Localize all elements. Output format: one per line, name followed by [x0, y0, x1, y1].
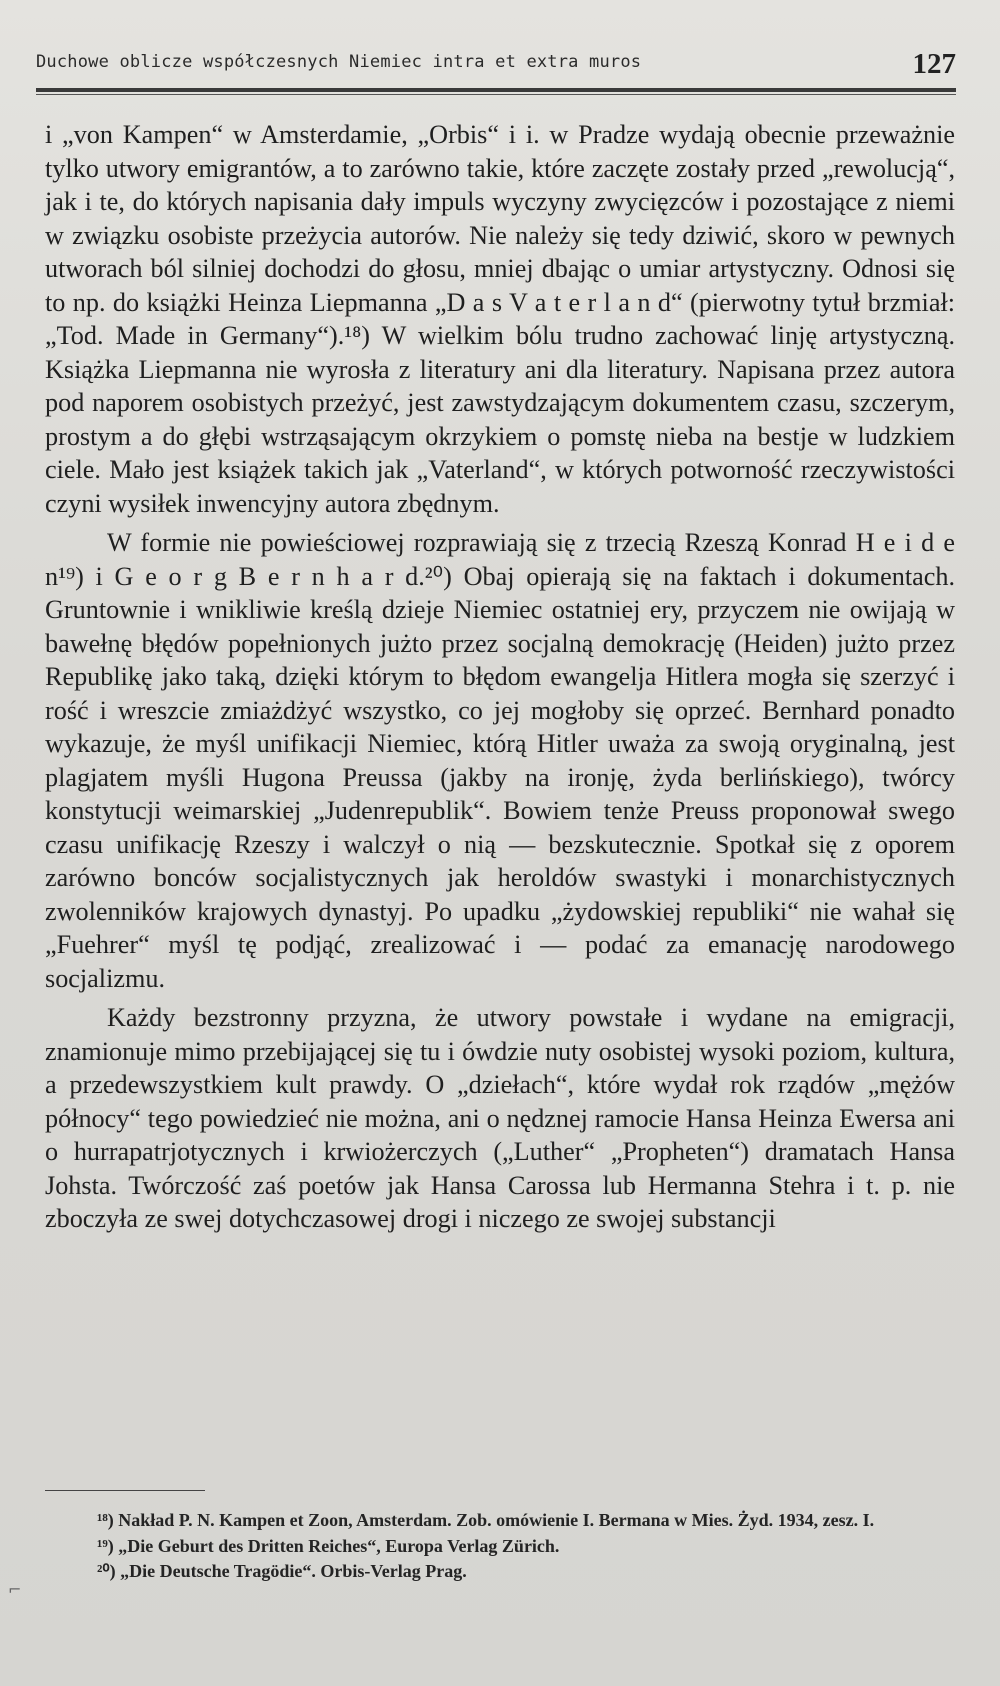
- running-title: Duchowe oblicze współczesnych Niemiec intra et extra muros: [36, 52, 642, 72]
- footnotes: [45, 1508, 955, 1585]
- paragraph-emigration: Każdy bezstronny przyzna, że utwory powstałe i wydane na emigracji, znamionuje mimo przebijającej się tu i ówdzie nuty osobistej wysoki poziom, kultura, a przedewszystkiem kult prawdy. O „dziełach“, które wydał rok rządów „mężów północy“ tego powiedzieć nie można, ani o nędznej ramocie Hansa Heinza Ewersa ani o hurrapatrjotycznych i krwiożerczych („Luther“ „Propheten“) dramatach Hansa Johsta. Twórczość zaś poetów jak Hansa Carossa lub Hermanna Stehra i t. p. nie zboczyła ze swej dotychczasowej drogi i niczego ze swojej substancji: [45, 1003, 955, 1233]
- footnote-rule: [45, 1490, 205, 1491]
- body-text: [45, 118, 955, 1236]
- footnote-19: ¹⁹) „Die Geburt des Dritten Reiches“, Europa Verlag Zürich.: [97, 1535, 560, 1556]
- header-rule: [36, 88, 956, 95]
- footnote-20: ²⁰) „Die Deutsche Tragödie“. Orbis-Verlag Prag.: [97, 1561, 467, 1581]
- paragraph-continuation: i „von Kampen“ w Amsterdamie, „Orbis“ i i. w Pradze wydają obecnie przeważnie tylko utwory emigrantów, a to zarówno takie, które zaczęte zostały przed „rewolucją“, jak i te, do których napisania dały impuls wyczyny zwycięzców i pozostające z niemi w związku osobiste przeżycia autorów. Nie należy się tedy dziwić, skoro w pewnych utworach ból silniej dochodzi do głosu, mniej dbając o umiar artystyczny. Odnosi się to np. do książki Heinza Liepmanna „D a s V a t e r l a n d“ (pierwotny tytuł brzmiał: „Tod. Made in Germany“).¹⁸) W wielkim bólu trudno zachować linję artystyczną. Książka Liepmanna nie wyrosła z literatury ani dla literatury. Napisana przez autora pod naporem osobistych przeżyć, jest zawstydzającym dokumentem czasu, szczerym, prostym a do głębi wstrząsającym okrzykiem o pomstę nieba na bestje w ludzkiem ciele. Mało jest książek takich jak „Vaterland“, w których potworność rzeczywistości czyni wysiłek inwencyjny autora zbędnym.: [45, 120, 955, 518]
- margin-pencil-mark: ⌐: [8, 1580, 22, 1599]
- page-header: [36, 48, 956, 88]
- paragraph-heiden-bernhard: W formie nie powieściowej rozprawiają się z trzecią Rzeszą Konrad H e i d e n¹⁹) i G e o r g B e r n h a r d.²⁰) Obaj opierają się na faktach i dokumentach. Gruntownie i wnikliwie kreślą dzieje Niemiec ostatniej ery, przyczem nie owijają w bawełnę błędów popełnionych jużto przez socjalną demokrację (Heiden) jużto przez Republikę jako taką, dzięki którym to błędom ewangelja Hitlera mogła się szerzyć i rość i wreszcie zmiażdżyć wszystko, co jej mogłoby się oprzeć. Bernhard ponadto wykazuje, że myśl unifikacji Niemiec, którą Hitler uważa za swoją oryginalną, jest plagjatem myśli Hugona Preussa (jakby na ironję, żyda berlińskiego), twórcy konstytucji weimarskiej „Judenrepublik“. Bowiem tenże Preuss proponował swego czasu unifikację Rzeszy i walczył o nią — bezskutecznie. Spotkał się z oporem zarówno bonców socjalistycznych jak heroldów swastyki i monarchistycznych zwolenników krajowych dynastyj. Po upadku „żydowskiej republiki“ nie wahał się „Fuehrer“ myśl tę podjąć, zrealizować i — podać za emanację narodowego socjalizmu.: [45, 528, 955, 993]
- footnote-18: ¹⁸) Nakład P. N. Kampen et Zoon, Amsterdam. Zob. omówienie I. Bermana w Mies. Żyd. 1934, zesz. I.: [97, 1510, 875, 1530]
- page-number: 127: [912, 48, 956, 80]
